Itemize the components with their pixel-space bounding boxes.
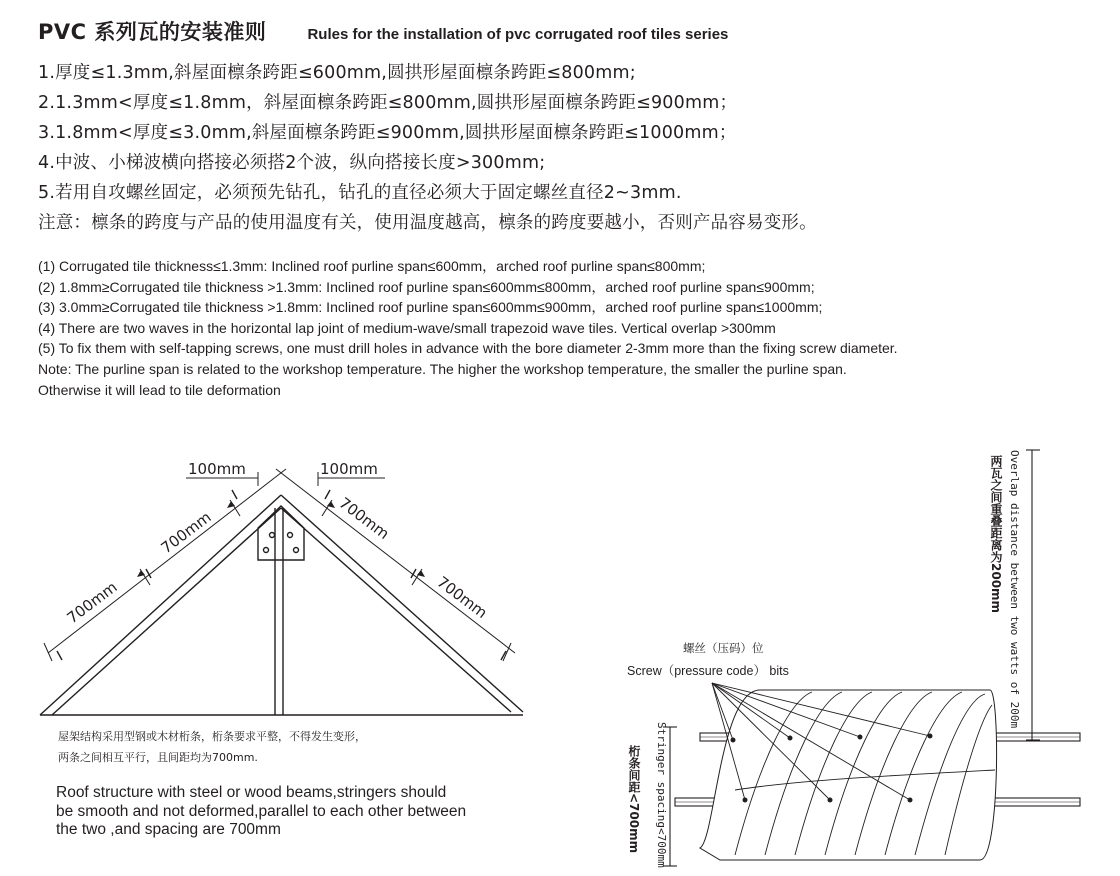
roof-caption-chinese — [58, 726, 366, 768]
roof-caption-english — [56, 784, 466, 840]
screw-label-chinese: 螺丝（压码）位 — [683, 641, 764, 655]
screw-point — [828, 798, 833, 803]
roof-caption-en-line2: be smooth and not deformed,parallel to each other between — [56, 802, 467, 820]
dim-top-left-label: 100mm — [188, 460, 246, 478]
screw-point — [858, 735, 863, 740]
rule-cn-3: 3.1.8mm<厚度≤3.0mm,斜屋面檩条跨距≤900mm,圆拱形屋面檩条跨距≤1000mm； — [38, 123, 737, 143]
overlap-label-english: Overlap distance between two watts of 200m — [1008, 450, 1021, 729]
rule-cn-2: 2.1.3mm<厚度≤1.8mm，斜屋面檩条跨距≤800mm,圆拱形屋面檩条跨距≤900mm； — [38, 93, 738, 113]
screw-point — [908, 798, 913, 803]
dim-right-lower-label: 700mm — [433, 572, 491, 623]
rule-cn-1: 1.厚度≤1.3mm,斜屋面檩条跨距≤600mm,圆拱形屋面檩条跨距≤800mm; — [38, 63, 636, 83]
rule-en-1: (1) Corrugated tile thickness≤1.3mm: Inclined roof purline span≤600mm，arched roof purline span≤800mm; — [38, 258, 706, 274]
dim-top-right-label: 100mm — [320, 460, 378, 478]
roof-caption-en-line1: Roof structure with steel or wood beams,stringers should — [56, 784, 447, 801]
rule-en-2: (2) 1.8mm≥Corrugated tile thickness >1.3mm: Inclined roof purline span≤600mm≤800mm，arched roof purline span≤900mm; — [38, 278, 815, 295]
dim-left-lower-label: 700mm — [63, 577, 121, 628]
screw-label-english: Screw（pressure code） bits — [627, 664, 789, 678]
roof-caption-en-line3: the two ,and spacing are 700mm — [56, 821, 281, 838]
note-en-line1: Note: The purline span is related to the workshop temperature. The higher the workshop temperature, the smaller the purline span. — [38, 360, 847, 377]
stringer-label-chinese: 桁条间距<700mm — [627, 745, 641, 854]
screw-point — [788, 736, 793, 741]
screw-point — [731, 738, 736, 743]
screw-point — [743, 798, 748, 803]
rule-en-4: (4) There are two waves in the horizontal lap joint of medium-wave/small trapezoid wave tiles. Vertical overlap >300mm — [38, 319, 776, 336]
dim-left-upper-label: 700mm — [157, 507, 215, 558]
dim-right-upper-label: 700mm — [335, 493, 393, 544]
note-cn: 注意：檩条的跨度与产品的使用温度有关，使用温度越高，檩条的跨度要越小，否则产品容易变形。 — [38, 213, 817, 233]
title-chinese: PVC 系列瓦的安装准则 — [38, 20, 267, 44]
rule-cn-5: 5.若用自攻螺丝固定，必须预先钻孔，钻孔的直径必须大于固定螺丝直径2~3mm. — [38, 183, 682, 203]
screw-point — [928, 734, 933, 739]
rule-en-5: (5) To fix them with self-tapping screws, one must drill holes in advance with the bore diameter 2-3mm more than the fixing screw diameter. — [38, 340, 898, 357]
stringer-label-english: Stringer spacing<700mm — [655, 722, 668, 868]
roof-caption-cn-line2: 两条之间相互平行，且间距均为700mm. — [58, 751, 258, 764]
roof-caption-cn-line1: 屋架结构采用型钢或木材桁条，桁条要求平整，不得发生变形， — [58, 730, 366, 743]
rule-en-3: (3) 3.0mm≥Corrugated tile thickness >1.8mm: Inclined roof purline span≤600mm≤900mm，arched roof purline span≤1000mm; — [38, 299, 823, 316]
rule-cn-4: 4.中波、小梯波横向搭接必须搭2个波，纵向搭接长度>300mm; — [38, 153, 546, 173]
title-english: Rules for the installation of pvc corrugated roof tiles series — [307, 26, 729, 43]
overlap-label-chinese: 两瓦之间重叠距离为200mm — [989, 455, 1003, 614]
note-en-line2: Otherwise it will lead to tile deformation — [38, 381, 281, 398]
